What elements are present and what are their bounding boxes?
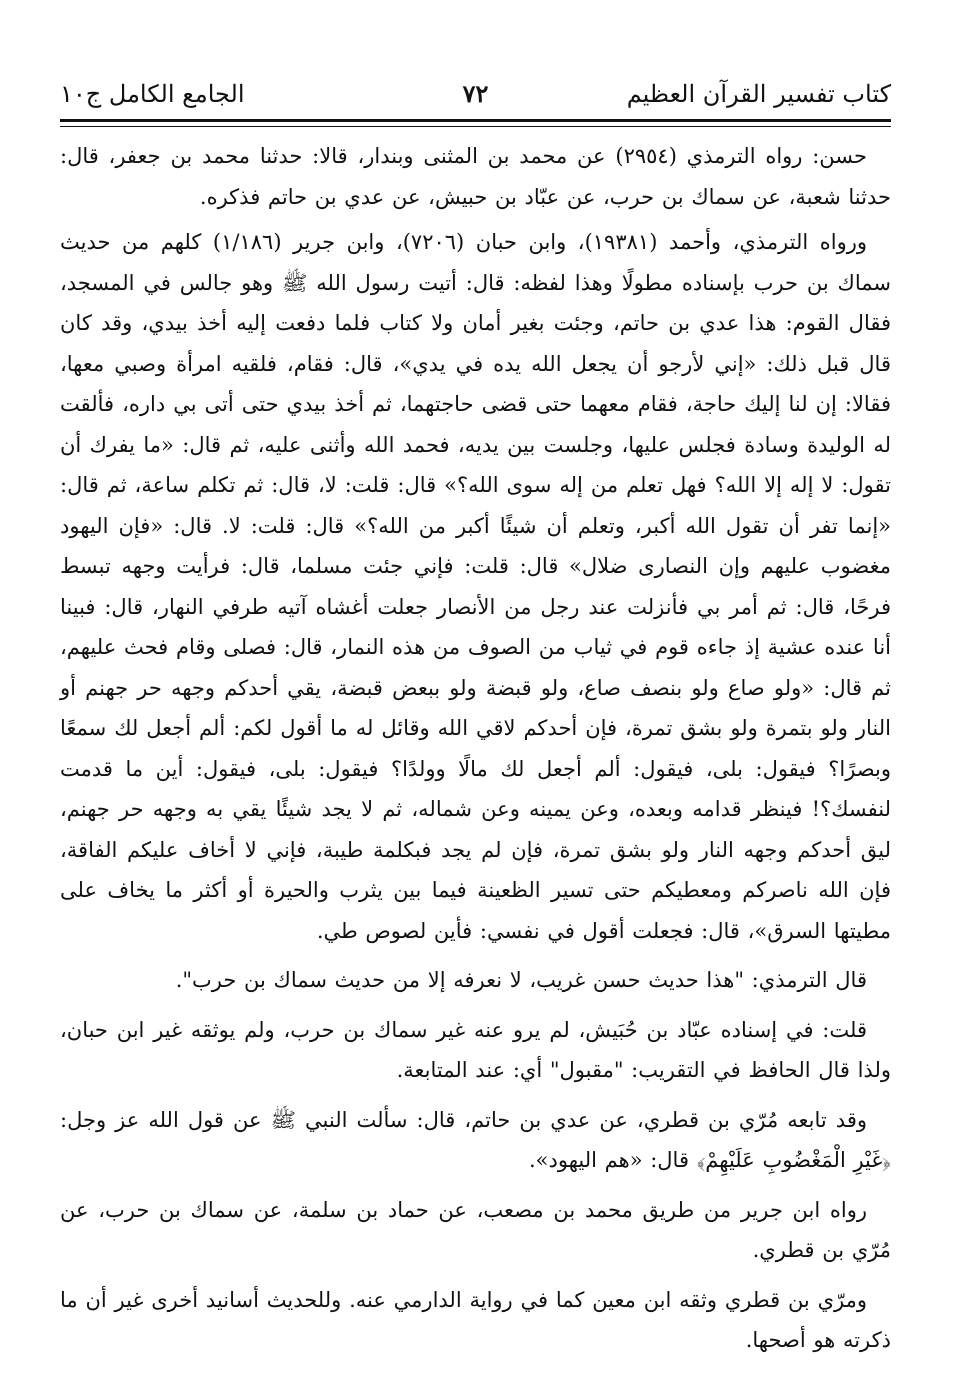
page-number: ٧٢ xyxy=(462,79,489,108)
page-body xyxy=(60,136,891,1370)
paragraph-isnad-note: قلت: في إسناده عبّاد بن حُبَيش، لم يرو عنه غير سماك بن حرب، ولم يوثقه غير ابن حبان، ولذا قال الحافظ في التقريب: "مقبول" أي: عند المتابعة. xyxy=(60,1017,891,1082)
paragraph-supporting-narration: وقد تابعه مُرّي بن قطري، عن عدي بن حاتم، قال: سألت النبي ﷺ عن قول الله عز وجل: ﴿غَيْرِ الْمَغْضُوبِ عَلَيْهِمْ﴾ قال: «هم اليهود». xyxy=(60,1107,891,1172)
header-rule-thick xyxy=(60,119,891,122)
paragraph-hadith-text: ورواه الترمذي، وأحمد (١٩٣٨١)، وابن حبان (٧٢٠٦)، وابن جرير (١/١٨٦) كلهم من حديث سماك بن حرب بإسناده مطولًا وهذا لفظه: قال: أتيت رسول الله ﷺ وهو جالس في المسجد، فقال القوم: هذا عدي بن حاتم، وجئت بغير أمان ولا كتاب فلما دفعت إليه أخذ بيدي، وقد كان قال قبل ذلك: «إني لأرجو أن يجعل الله يده في يدي»، قال: فقام، فلقيه امرأة وصبي معها، فقالا: إن لنا إليك حاجة، فقام معهما حتى قضى حاجتهما، ثم أخذ بيدي حتى أتى بي داره، فألقت له الوليدة وسادة فجلس عليها، وجلست بين يديه، فحمد الله وأثنى عليه، ثم قال: «ما يفرك أن تقول: لا إله إلا الله؟ فهل تعلم من إله سوى الله؟» قال: قلت: لا، قال: ثم تكلم ساعة، ثم قال: «إنما تفر أن تقول الله أكبر، وتعلم أن شيئًا أكبر من الله؟» قال: قلت: لا. قال: «فإن اليهود مغضوب عليهم وإن النصارى ضلال» قال: قلت: فإني جئت مسلما، قال: فرأيت وجهه تبسط فرحًا، قال: ثم أمر بي فأنزلت عند رجل من الأنصار جعلت أغشاه آتيه طرفي النهار، قال: فبينا أنا عنده عشية إذ جاءه قوم في ثياب من الصوف من هذه النمار، قال: فصلى وقام فحث عليهم، ثم قال: «ولو صاع ولو بنصف صاع، ولو قبضة ولو ببعض قبضة، يقي أحدكم وجهه حر جهنم أو النار ولو بتمرة ولو بشق تمرة، فإن أحدكم لاقي الله وقائل له ما أقول لكم: ألم أجعل لك سمعًا وبصرًا؟ فيقول: بلى، فيقول: ألم أجعل لك مالًا وولدًا؟ فيقول: بلى، فيقول: أين ما قدمت لنفسك؟! فينظر قدامه وبعده، وعن يمينه وعن شماله، ثم لا يجد شيئًا يقي به وجهه حر جهنم، ليق أحدكم وجهه النار ولو بشق تمرة، فإن لم يجد فبكلمة طيبة، فإني لا أخاف عليكم الفاقة، فإن الله ناصركم ومعطيكم حتى تسير الظعينة فيما بين يثرب والحيرة أو أكثر ما يخاف على مطيتها السرق»، قال: فجعلت أقول في نفسي: فأين لصوص طي. xyxy=(60,230,891,943)
paragraph-ibn-jarir: رواه ابن جرير من طريق محمد بن مصعب، عن حماد بن سلمة، عن سماك بن حرب، عن مُرّي بن قطري. xyxy=(60,1197,891,1262)
paragraph-closing-note: ومرّي بن قطري وثقه ابن معين كما في رواية الدارمي عنه. وللحديث أسانيد أخرى غير أن ما ذكرته هو أصحها. xyxy=(60,1287,891,1352)
paragraph-tirmidhi-comment: قال الترمذي: "هذا حديث حسن غريب، لا نعرفه إلا من حديث سماك بن حرب". xyxy=(175,968,867,992)
book-title: كتاب تفسير القرآن العظيم xyxy=(626,80,891,108)
paragraph-hadith-grading: حسن: رواه الترمذي (٢٩٥٤) عن محمد بن المثنى وبندار، قالا: حدثنا محمد بن جعفر، قال: حدثنا شعبة، عن سماك بن حرب، عن عبّاد بن حبيش، عن عدي بن حاتم فذكره. xyxy=(60,144,891,209)
header-rule-thin xyxy=(60,126,891,127)
series-title: الجامع الكامل ج١٠ xyxy=(60,80,245,108)
running-header xyxy=(60,78,891,118)
